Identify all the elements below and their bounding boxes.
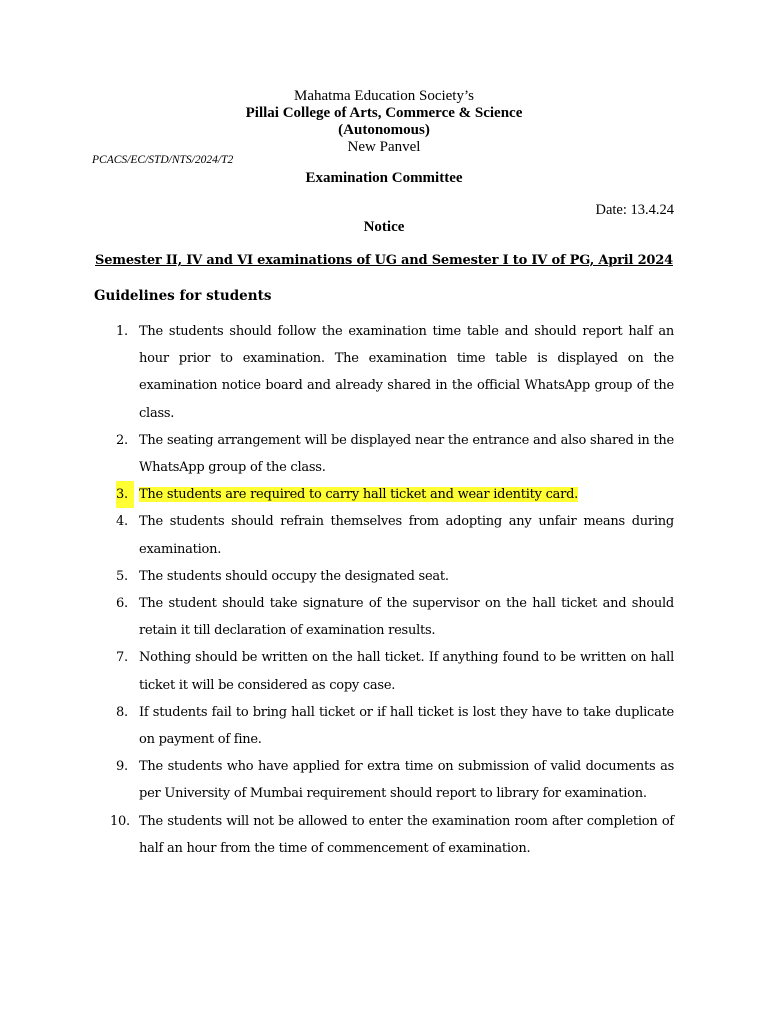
list-item-text: The student should take signature of the supervisor on the hall ticket and should retain it till declaration of examination results. — [139, 596, 674, 639]
list-item-number: 4. — [116, 514, 128, 530]
college-location: New Panvel — [347, 139, 421, 155]
notice-date: Date: 13.4.24 — [595, 202, 674, 218]
list-item-number: 7. — [116, 650, 128, 666]
list-item — [94, 808, 674, 862]
society-name: Mahatma Education Society’s — [294, 88, 474, 104]
list-item — [94, 644, 674, 698]
list-item-text: The students who have applied for extra time on submission of valid documents as per University of Mumbai requirement should report to library for examination. — [139, 759, 674, 802]
list-item-highlighted — [94, 481, 674, 508]
guidelines-list — [94, 318, 674, 862]
list-item-number: 6. — [116, 596, 128, 612]
list-item-text: The seating arrangement will be displayed near the entrance and also shared in the WhatsApp group of the class. — [139, 432, 674, 476]
reference-number: PCACS/EC/STD/NTS/2024/T2 — [92, 154, 234, 166]
notice-title: Notice — [363, 219, 405, 235]
list-item — [94, 753, 674, 807]
college-name: Pillai College of Arts, Commerce & Science — [245, 105, 523, 121]
list-item — [94, 563, 674, 590]
list-item — [94, 590, 674, 644]
list-item-text: The students should follow the examination time table and should report half an hour prior to examination. The examination time table is displayed on the examination notice board and already shared in the official WhatsApp group of the class. — [139, 324, 674, 421]
notice-subject: Semester II, IV and VI examinations of UG and Semester I to IV of PG, April 2024 — [95, 253, 673, 268]
list-item-number: 5. — [116, 568, 128, 584]
list-item-number: 2. — [116, 432, 128, 448]
committee-name: Examination Committee — [305, 170, 463, 186]
list-item-number: 9. — [116, 759, 128, 775]
list-item-text: The students will not be allowed to enter the examination room after completion of half an hour from the time of commencement of examination. — [139, 813, 674, 856]
list-item-number: 8. — [116, 704, 128, 720]
list-item-text: The students should occupy the designated seat. — [139, 568, 449, 584]
list-item-number: 10. — [110, 813, 130, 829]
college-status: (Autonomous) — [338, 122, 430, 138]
list-item — [94, 427, 674, 481]
list-item-text: The students should refrain themselves from adopting any unfair means during examination. — [139, 514, 674, 557]
list-item — [94, 318, 674, 427]
list-item — [94, 508, 674, 562]
list-item-text: Nothing should be written on the hall ticket. If anything found to be written on hall ticket it will be considered as copy case. — [139, 650, 674, 693]
list-item-number: 1. — [116, 324, 128, 339]
list-item-text: If students fail to bring hall ticket or if hall ticket is lost they have to take duplicate on payment of fine. — [139, 704, 674, 748]
list-item — [94, 699, 674, 753]
list-item-text: The students are required to carry hall ticket and wear identity card. — [139, 487, 579, 503]
list-item-number: 3. — [116, 481, 134, 508]
guidelines-heading: Guidelines for students — [94, 288, 272, 304]
